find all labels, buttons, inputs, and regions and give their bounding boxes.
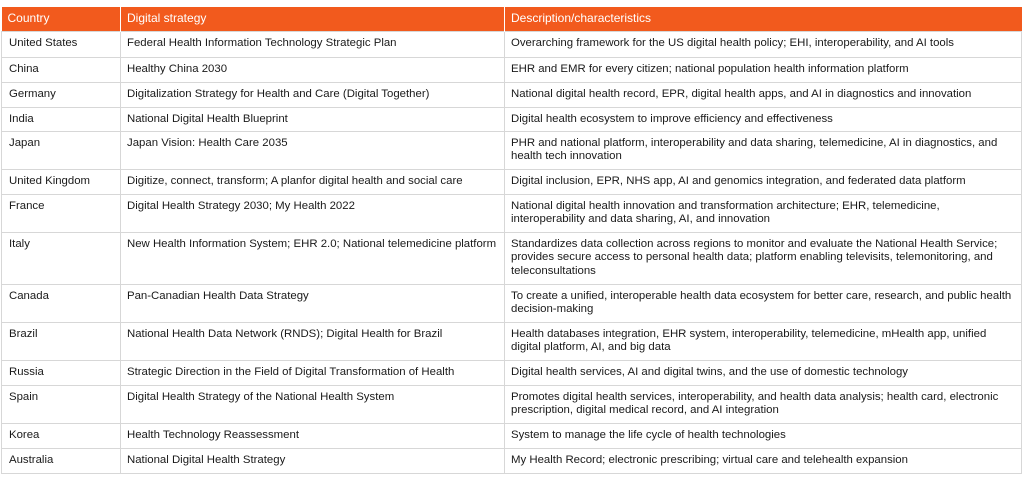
table-row xyxy=(2,131,1022,169)
cell-country: Australia xyxy=(2,448,121,473)
cell-strategy: Healthy China 2030 xyxy=(121,58,505,83)
cell-country: United Kingdom xyxy=(2,169,121,194)
cell-strategy: Federal Health Information Technology Strategic Plan xyxy=(121,32,505,58)
header-description: Description/characteristics xyxy=(505,7,1022,32)
cell-strategy: Digital Health Strategy 2030; My Health 2022 xyxy=(121,194,505,232)
table-row xyxy=(2,322,1022,360)
cell-strategy: Digitalization Strategy for Health and Care (Digital Together) xyxy=(121,83,505,108)
cell-strategy: Japan Vision: Health Care 2035 xyxy=(121,131,505,169)
cell-strategy: Digitize, connect, transform; A planfor digital health and social care xyxy=(121,169,505,194)
cell-description: Health databases integration, EHR system, interoperability, telemedicine, mHealth app, unified digital platform, AI, and big data xyxy=(505,322,1022,360)
table-row xyxy=(2,385,1022,423)
cell-country: China xyxy=(2,58,121,83)
table-row xyxy=(2,284,1022,322)
cell-country: Italy xyxy=(2,232,121,284)
cell-country: Germany xyxy=(2,83,121,108)
table-row xyxy=(2,108,1022,132)
cell-strategy: New Health Information System; EHR 2.0; National telemedicine platform xyxy=(121,232,505,284)
header-digital-strategy: Digital strategy xyxy=(121,7,505,32)
table-row xyxy=(2,169,1022,194)
cell-strategy: National Health Data Network (RNDS); Digital Health for Brazil xyxy=(121,322,505,360)
cell-country: Korea xyxy=(2,423,121,448)
table-header xyxy=(2,7,1022,32)
header-country: Country xyxy=(2,7,121,32)
cell-description: Digital inclusion, EPR, NHS app, AI and genomics integration, and federated data platform xyxy=(505,169,1022,194)
cell-description: Digital health ecosystem to improve efficiency and effectiveness xyxy=(505,108,1022,132)
cell-strategy: National Digital Health Blueprint xyxy=(121,108,505,132)
cell-country: Spain xyxy=(2,385,121,423)
table-row xyxy=(2,423,1022,448)
cell-description: National digital health record, EPR, digital health apps, and AI in diagnostics and innovation xyxy=(505,83,1022,108)
cell-country: Japan xyxy=(2,131,121,169)
cell-description: Promotes digital health services, interoperability, and health data analysis; health card, electronic prescription, digital medical record, and AI integration xyxy=(505,385,1022,423)
cell-country: Canada xyxy=(2,284,121,322)
cell-description: National digital health innovation and transformation architecture; EHR, telemedicine, interoperability and data sharing, AI, and innovation xyxy=(505,194,1022,232)
table-body xyxy=(2,32,1022,474)
cell-description: Digital health services, AI and digital twins, and the use of domestic technology xyxy=(505,360,1022,385)
table-row xyxy=(2,32,1022,58)
table-row xyxy=(2,83,1022,108)
cell-country: India xyxy=(2,108,121,132)
table-row xyxy=(2,58,1022,83)
cell-description: EHR and EMR for every citizen; national population health information platform xyxy=(505,58,1022,83)
table-row xyxy=(2,232,1022,284)
cell-description: My Health Record; electronic prescribing; virtual care and telehealth expansion xyxy=(505,448,1022,473)
cell-strategy: Digital Health Strategy of the National Health System xyxy=(121,385,505,423)
cell-country: United States xyxy=(2,32,121,58)
cell-country: Brazil xyxy=(2,322,121,360)
table-row xyxy=(2,194,1022,232)
cell-strategy: Health Technology Reassessment xyxy=(121,423,505,448)
cell-description: Standardizes data collection across regions to monitor and evaluate the National Health Service; provides secure access to personal health data; platform enabling televisits, telemonitoring, and teleconsultations xyxy=(505,232,1022,284)
cell-strategy: Strategic Direction in the Field of Digital Transformation of Health xyxy=(121,360,505,385)
cell-strategy: Pan-Canadian Health Data Strategy xyxy=(121,284,505,322)
digital-strategy-table xyxy=(1,7,1022,474)
cell-description: PHR and national platform, interoperability and data sharing, telemedicine, AI in diagnostics, and health tech innovation xyxy=(505,131,1022,169)
cell-description: Overarching framework for the US digital health policy; EHI, interoperability, and AI tools xyxy=(505,32,1022,58)
header-row xyxy=(2,7,1022,32)
cell-description: To create a unified, interoperable health data ecosystem for better care, research, and public health decision-making xyxy=(505,284,1022,322)
cell-country: France xyxy=(2,194,121,232)
cell-strategy: National Digital Health Strategy xyxy=(121,448,505,473)
cell-description: System to manage the life cycle of health technologies xyxy=(505,423,1022,448)
table-row xyxy=(2,360,1022,385)
cell-country: Russia xyxy=(2,360,121,385)
table-row xyxy=(2,448,1022,473)
